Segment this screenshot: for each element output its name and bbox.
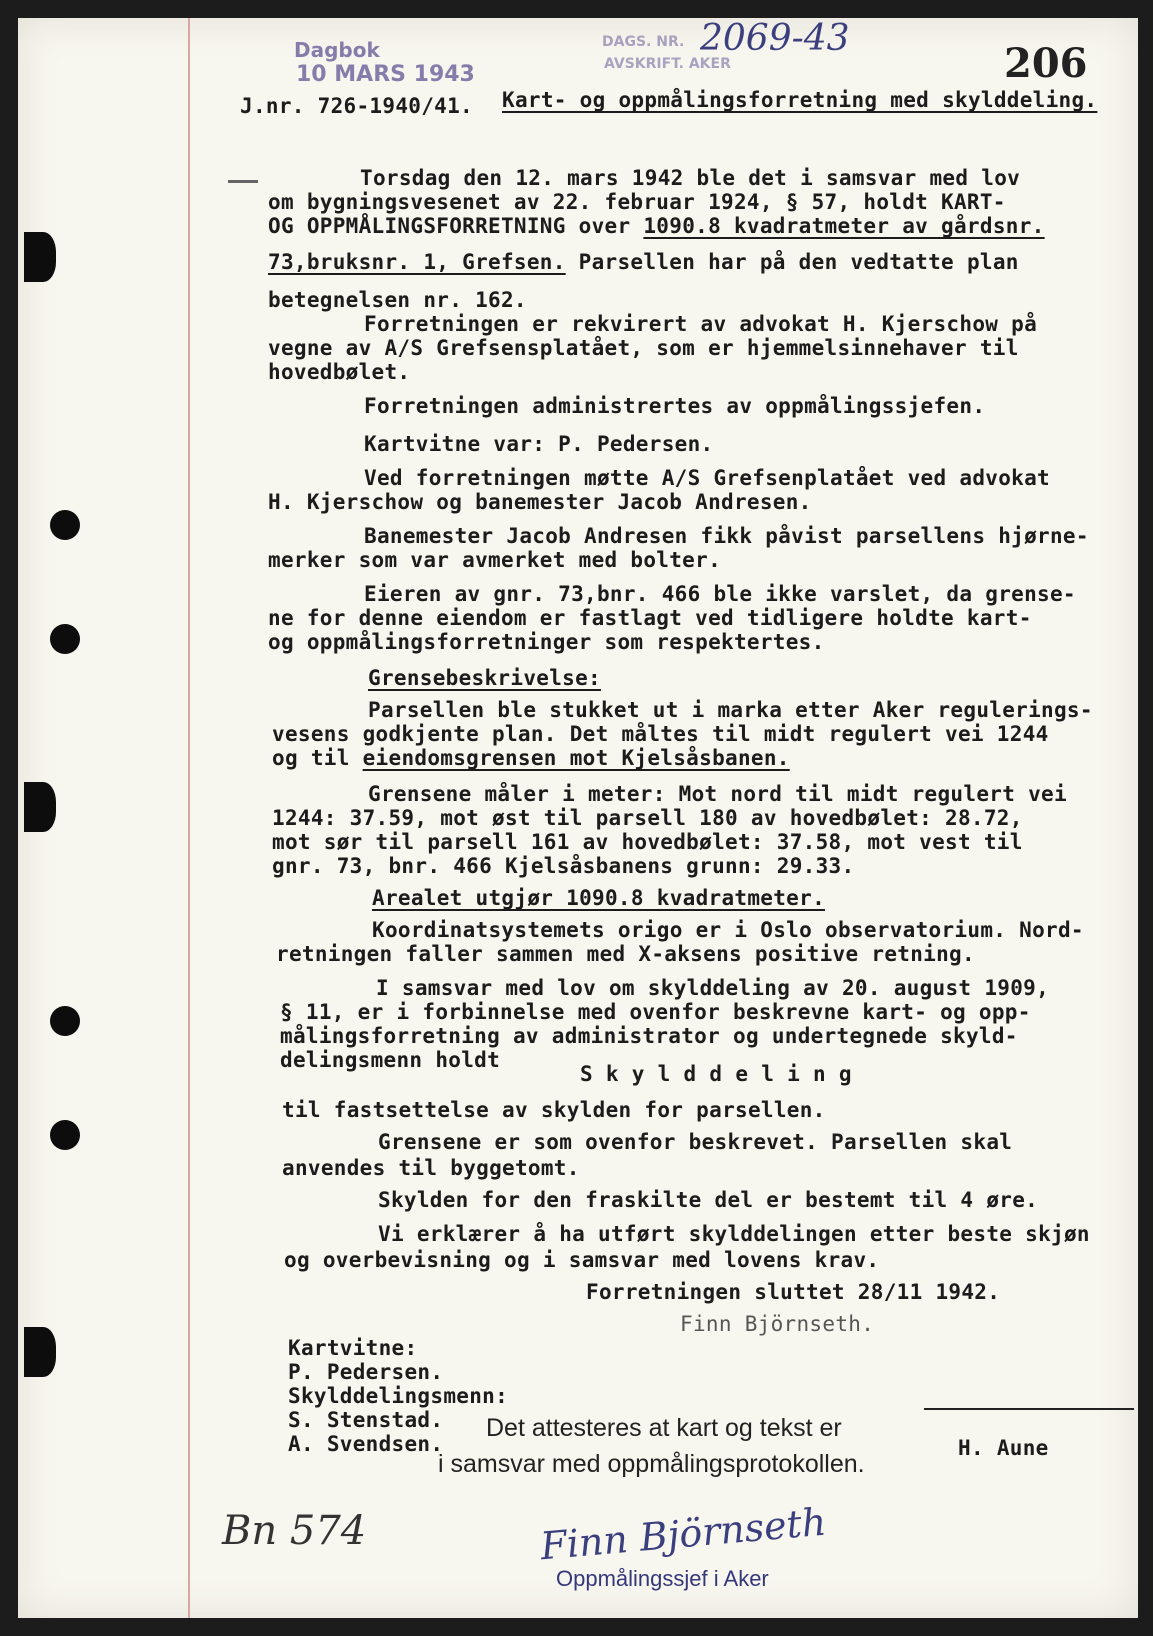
- skylddelingsmenn-label: Skylddelingsmenn:: [288, 1384, 509, 1408]
- body-line: Grensene måler i meter: Mot nord til midt regulert vei: [368, 782, 1067, 806]
- dagbok-stamp-label: Dagbok: [294, 38, 380, 62]
- dash-mark: [228, 180, 258, 183]
- body-line: og overbevisning og i samsvar med lovens krav.: [284, 1248, 880, 1272]
- punch-hole: [50, 624, 80, 654]
- section-heading-areal: Arealet utgjør 1090.8 kvadratmeter.: [372, 886, 826, 910]
- body-line: betegnelsen nr. 162.: [268, 288, 527, 312]
- body-line: og oppmålingsforretninger som respektertes.: [268, 630, 825, 654]
- closing-name: Finn Björnseth.: [680, 1312, 875, 1336]
- dags-nr-stamp-label: DAGS. NR.: [602, 34, 685, 50]
- body-line: Torsdag den 12. mars 1942 ble det i samsvar med lov: [360, 166, 1021, 190]
- body-line: [272, 746, 790, 770]
- punch-hole: [50, 510, 80, 540]
- body-line: Forretningen administrertes av oppmålingssjefen.: [364, 394, 986, 418]
- body-line: Forretningen er rekvirert av advokat H. Kjerschow på: [364, 312, 1038, 336]
- document-title: Kart- og oppmålingsforretning med skylddeling.: [502, 88, 1098, 112]
- signature-rule: [924, 1408, 1134, 1410]
- dags-nr-handwritten: 2069-43: [700, 18, 850, 59]
- body-line: gnr. 73, bnr. 466 Kjelsåsbanens grunn: 29.33.: [272, 854, 855, 878]
- kartvitne-name: P. Pedersen.: [288, 1360, 444, 1384]
- margin-note: Bn 574: [222, 1508, 367, 1554]
- body-line: merker som var avmerket med bolter.: [268, 548, 722, 572]
- office-stamp: Oppmålingssjef i Aker: [556, 1566, 769, 1591]
- body-line: målingsforretning av administrator og undertegnede skyld-: [280, 1024, 1018, 1048]
- avskrift-stamp: AVSKRIFT. AKER: [604, 56, 731, 72]
- punch-hole: [24, 232, 56, 282]
- closing-line: Forretningen sluttet 28/11 1942.: [586, 1280, 1001, 1304]
- body-line: I samsvar med lov om skylddeling av 20. august 1909,: [376, 976, 1050, 1000]
- body-line: ne for denne eiendom er fastlagt ved tidligere holdte kart-: [268, 606, 1032, 630]
- body-line: til fastsettelse av skylden for parsellen.: [282, 1098, 826, 1122]
- body-line: § 11, er i forbinnelse med ovenfor beskrevne kart- og opp-: [280, 1000, 1031, 1024]
- body-line: 1244: 37.59, mot øst til parsell 180 av hovedbølet: 28.72,: [272, 806, 1023, 830]
- body-line: vegne av A/S Grefsensplatået, som er hjemmelsinnehaver til: [268, 336, 1019, 360]
- page-number: 206: [1004, 40, 1088, 87]
- body-line: vesens godkjente plan. Det måltes til midt regulert vei 1244: [272, 722, 1049, 746]
- kartvitne-label: Kartvitne:: [288, 1336, 418, 1360]
- journal-number: J.nr. 726-1940/41.: [240, 94, 473, 118]
- attestation-line-1: Det attesteres at kart og tekst er: [486, 1414, 842, 1442]
- skylddelingsmann-name: S. Stenstad.: [288, 1408, 444, 1432]
- property-area: 1090.8 kvadratmeter av gårdsnr.: [643, 214, 1045, 238]
- body-line: delingsmenn holdt: [280, 1048, 501, 1072]
- body-line: Parsellen ble stukket ut i marka etter Aker regulerings-: [368, 698, 1093, 722]
- signature: Finn Björnseth: [538, 1499, 828, 1569]
- body-line: mot sør til parsell 161 av hovedbølet: 37.58, mot vest til: [272, 830, 1023, 854]
- body-line: [268, 250, 1019, 274]
- body-line: Banemester Jacob Andresen fikk påvist parsellens hjørne-: [364, 524, 1089, 548]
- boundary-ref: eiendomsgrensen mot Kjelsåsbanen.: [362, 746, 790, 770]
- punch-hole: [50, 1006, 80, 1036]
- body-text: Parsellen har på den vedtatte plan: [565, 250, 1019, 274]
- body-line: Grensene er som ovenfor beskrevet. Parsellen skal: [378, 1130, 1013, 1154]
- punch-hole: [24, 1327, 56, 1377]
- section-heading-grensebeskrivelse: Grensebeskrivelse:: [368, 666, 601, 690]
- body-line: H. Kjerschow og banemester Jacob Andresen.: [268, 490, 812, 514]
- attestation-line-2: i samsvar med oppmålingsprotokollen.: [438, 1450, 865, 1478]
- body-line: om bygningsvesenet av 22. februar 1924, § 57, holdt KART-: [268, 190, 1006, 214]
- dagbok-stamp-date: 10 MARS 1943: [296, 62, 475, 87]
- property-ref: 73,bruksnr. 1, Grefsen.: [268, 250, 566, 274]
- body-line: Kartvitne var: P. Pedersen.: [364, 432, 714, 456]
- section-heading-skylddeling: S k y l d d e l i n g: [580, 1062, 852, 1086]
- body-line: Ved forretningen møtte A/S Grefsenplatået ved advokat: [364, 466, 1050, 490]
- signer-name: H. Aune: [958, 1436, 1049, 1460]
- body-line: Skylden for den fraskilte del er bestemt til 4 øre.: [378, 1188, 1039, 1212]
- body-line: Eieren av gnr. 73,bnr. 466 ble ikke varslet, da grense-: [364, 582, 1076, 606]
- skylddelingsmann-name: A. Svendsen.: [288, 1432, 444, 1456]
- punch-hole: [24, 782, 56, 832]
- body-line: [268, 214, 1045, 238]
- body-line: Vi erklærer å ha utført skylddelingen etter beste skjøn: [378, 1222, 1090, 1246]
- margin-line: [188, 18, 190, 1618]
- body-line: anvendes til byggetomt.: [282, 1156, 580, 1180]
- body-text: OG OPPMÅLINGSFORRETNING over: [268, 214, 644, 238]
- body-line: Koordinatsystemets origo er i Oslo observatorium. Nord-: [372, 918, 1084, 942]
- body-line: retningen faller sammen med X-aksens positive retning.: [276, 942, 975, 966]
- punch-hole: [50, 1120, 80, 1150]
- body-text: og til: [272, 746, 363, 770]
- body-line: hovedbølet.: [268, 360, 411, 384]
